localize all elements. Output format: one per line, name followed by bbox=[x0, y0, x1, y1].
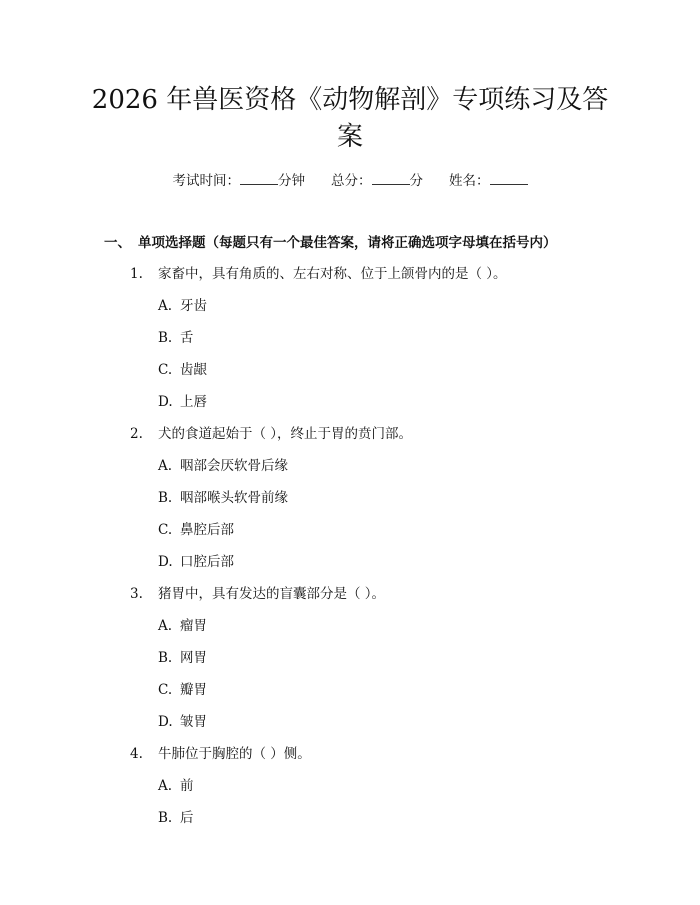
section-title: 单项选择题（每题只有一个最佳答案，请将正确选项字母填在括号内） bbox=[138, 235, 557, 251]
option-1c bbox=[158, 358, 207, 378]
question-text: 犬的食道起始于（ ），终止于胃的贲门部。 bbox=[158, 426, 413, 442]
option-letter: A. bbox=[158, 458, 173, 474]
question-text: 家畜中，具有角质的、左右对称、位于上颌骨内的是（ ）。 bbox=[158, 266, 507, 282]
exam-info-line bbox=[0, 169, 700, 189]
option-letter: B. bbox=[158, 490, 173, 506]
option-text: 瘤胃 bbox=[180, 618, 207, 634]
option-letter: A. bbox=[158, 618, 173, 634]
option-text: 后 bbox=[180, 810, 194, 826]
option-3c bbox=[158, 678, 207, 698]
option-text: 网胃 bbox=[180, 650, 207, 666]
question-text: 牛肺位于胸腔的（ ）侧。 bbox=[158, 746, 311, 762]
option-letter: B. bbox=[158, 650, 173, 666]
option-text: 上唇 bbox=[180, 394, 207, 410]
option-text: 咽部喉头软骨前缘 bbox=[180, 490, 288, 506]
score-label: 总分： bbox=[331, 173, 372, 189]
name-label: 姓名： bbox=[449, 173, 490, 189]
option-3d bbox=[158, 710, 207, 730]
option-1d bbox=[158, 390, 207, 410]
question-4 bbox=[130, 742, 311, 762]
option-letter: D. bbox=[158, 714, 173, 730]
option-letter: A. bbox=[158, 778, 173, 794]
option-text: 鼻腔后部 bbox=[180, 522, 234, 538]
question-2 bbox=[130, 422, 412, 442]
option-letter: B. bbox=[158, 810, 173, 826]
option-text: 前 bbox=[180, 778, 194, 794]
option-3a bbox=[158, 614, 207, 634]
section-heading bbox=[104, 231, 557, 251]
page-title-line-2: 案 bbox=[336, 122, 363, 152]
question-number: 2. bbox=[130, 426, 143, 442]
option-4a bbox=[158, 774, 194, 794]
time-blank[interactable] bbox=[240, 172, 278, 185]
score-blank[interactable] bbox=[372, 172, 410, 185]
option-text: 牙齿 bbox=[180, 298, 207, 314]
option-text: 口腔后部 bbox=[180, 554, 234, 570]
option-text: 舌 bbox=[180, 330, 194, 346]
option-3b bbox=[158, 646, 207, 666]
section-number: 一、 bbox=[104, 235, 131, 251]
option-2c bbox=[158, 518, 234, 538]
name-blank[interactable] bbox=[490, 172, 528, 185]
question-text: 猪胃中，具有发达的盲囊部分是（ ）。 bbox=[158, 586, 386, 602]
page-title-line-1: 2026 年兽医资格《动物解剖》专项练习及答 bbox=[91, 85, 609, 115]
option-4b bbox=[158, 806, 194, 826]
question-number: 4. bbox=[130, 746, 143, 762]
option-1a bbox=[158, 294, 207, 314]
option-2b bbox=[158, 486, 288, 506]
option-1b bbox=[158, 326, 194, 346]
option-letter: B. bbox=[158, 330, 173, 346]
option-text: 齿龈 bbox=[180, 362, 207, 378]
option-2d bbox=[158, 550, 234, 570]
question-number: 1. bbox=[130, 266, 143, 282]
option-text: 皱胃 bbox=[180, 714, 207, 730]
option-letter: D. bbox=[158, 394, 173, 410]
question-1 bbox=[130, 262, 507, 282]
option-letter: C. bbox=[158, 682, 173, 698]
question-number: 3. bbox=[130, 586, 143, 602]
time-label: 考试时间： bbox=[172, 173, 240, 189]
option-letter: D. bbox=[158, 554, 173, 570]
time-unit: 分钟 bbox=[278, 173, 305, 189]
option-letter: A. bbox=[158, 298, 173, 314]
option-letter: C. bbox=[158, 522, 173, 538]
option-text: 咽部会厌软骨后缘 bbox=[180, 458, 288, 474]
option-text: 瓣胃 bbox=[180, 682, 207, 698]
option-2a bbox=[158, 454, 288, 474]
question-3 bbox=[130, 582, 385, 602]
option-letter: C. bbox=[158, 362, 173, 378]
score-unit: 分 bbox=[409, 173, 423, 189]
